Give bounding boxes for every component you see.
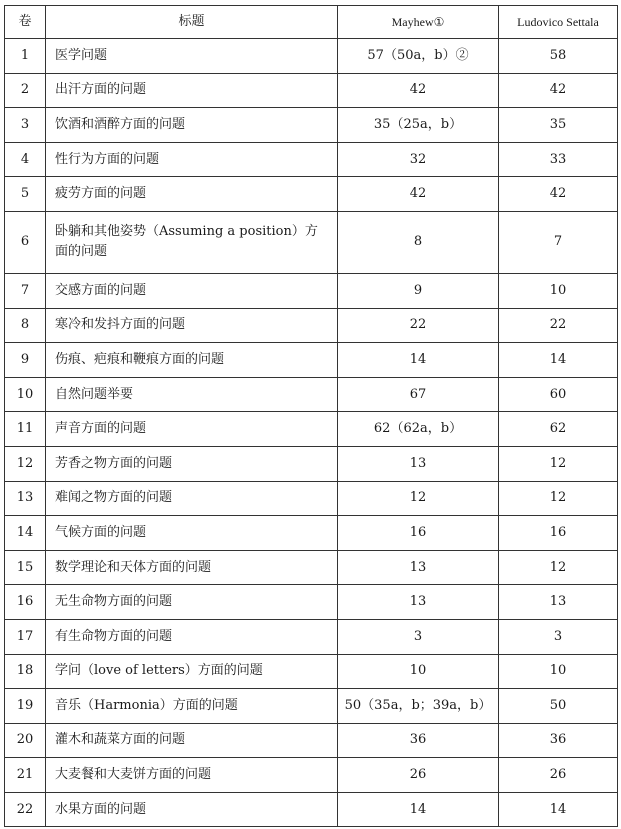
cell-volume: 14 xyxy=(5,516,46,551)
cell-title: 音乐（Harmonia）方面的问题 xyxy=(46,689,338,724)
cell-title: 难闻之物方面的问题 xyxy=(46,481,338,516)
cell-volume: 21 xyxy=(5,758,46,793)
table-row xyxy=(5,619,618,654)
table-row xyxy=(5,39,618,74)
cell-settala: 3 xyxy=(499,619,618,654)
cell-volume: 18 xyxy=(5,654,46,689)
cell-volume: 4 xyxy=(5,142,46,177)
cell-title: 自然问题举要 xyxy=(46,377,338,412)
cell-title: 无生命物方面的问题 xyxy=(46,585,338,620)
cell-volume: 9 xyxy=(5,343,46,378)
cell-title: 卧躺和其他姿势（Assuming a position）方面的问题 xyxy=(46,211,338,273)
table-row xyxy=(5,689,618,724)
table-row xyxy=(5,412,618,447)
table-row xyxy=(5,758,618,793)
cell-settala: 22 xyxy=(499,308,618,343)
cell-mayhew: 26 xyxy=(338,758,499,793)
cell-mayhew: 13 xyxy=(338,585,499,620)
cell-settala: 60 xyxy=(499,377,618,412)
cell-volume: 12 xyxy=(5,446,46,481)
table-row xyxy=(5,211,618,273)
cell-title: 有生命物方面的问题 xyxy=(46,619,338,654)
cell-volume: 20 xyxy=(5,723,46,758)
table-row xyxy=(5,723,618,758)
cell-title: 学问（love of letters）方面的问题 xyxy=(46,654,338,689)
cell-settala: 42 xyxy=(499,177,618,212)
cell-settala: 10 xyxy=(499,654,618,689)
cell-mayhew: 50（35a，b；39a，b） xyxy=(338,689,499,724)
cell-settala: 50 xyxy=(499,689,618,724)
cell-volume: 16 xyxy=(5,585,46,620)
cell-settala: 12 xyxy=(499,481,618,516)
cell-volume: 17 xyxy=(5,619,46,654)
cell-title: 大麦餐和大麦饼方面的问题 xyxy=(46,758,338,793)
cell-volume: 7 xyxy=(5,273,46,308)
cell-settala: 62 xyxy=(499,412,618,447)
table-row xyxy=(5,654,618,689)
cell-settala: 26 xyxy=(499,758,618,793)
cell-title: 医学问题 xyxy=(46,39,338,74)
cell-settala: 12 xyxy=(499,550,618,585)
table-row xyxy=(5,177,618,212)
cell-mayhew: 35（25a，b） xyxy=(338,108,499,143)
cell-volume: 22 xyxy=(5,792,46,827)
cell-title: 数学理论和天体方面的问题 xyxy=(46,550,338,585)
cell-mayhew: 13 xyxy=(338,446,499,481)
cell-settala: 35 xyxy=(499,108,618,143)
cell-volume: 3 xyxy=(5,108,46,143)
cell-mayhew: 13 xyxy=(338,550,499,585)
cell-settala: 33 xyxy=(499,142,618,177)
cell-title: 出汗方面的问题 xyxy=(46,73,338,108)
cell-title: 水果方面的问题 xyxy=(46,792,338,827)
cell-mayhew: 14 xyxy=(338,343,499,378)
cell-mayhew: 8 xyxy=(338,211,499,273)
header-settala: Ludovico Settala xyxy=(499,6,618,39)
cell-mayhew: 67 xyxy=(338,377,499,412)
cell-title: 芳香之物方面的问题 xyxy=(46,446,338,481)
table-row xyxy=(5,792,618,827)
cell-settala: 16 xyxy=(499,516,618,551)
cell-volume: 11 xyxy=(5,412,46,447)
cell-title: 饮酒和酒醉方面的问题 xyxy=(46,108,338,143)
cell-mayhew: 12 xyxy=(338,481,499,516)
cell-settala: 7 xyxy=(499,211,618,273)
cell-settala: 10 xyxy=(499,273,618,308)
table-row xyxy=(5,308,618,343)
cell-settala: 36 xyxy=(499,723,618,758)
cell-title: 伤痕、疤痕和鞭痕方面的问题 xyxy=(46,343,338,378)
cell-title: 疲劳方面的问题 xyxy=(46,177,338,212)
table-row xyxy=(5,142,618,177)
cell-title: 声音方面的问题 xyxy=(46,412,338,447)
cell-settala: 42 xyxy=(499,73,618,108)
cell-settala: 13 xyxy=(499,585,618,620)
cell-volume: 19 xyxy=(5,689,46,724)
table-body xyxy=(5,39,618,827)
table-row xyxy=(5,585,618,620)
cell-settala: 58 xyxy=(499,39,618,74)
table-row xyxy=(5,343,618,378)
table-row xyxy=(5,446,618,481)
cell-volume: 2 xyxy=(5,73,46,108)
cell-mayhew: 62（62a，b） xyxy=(338,412,499,447)
cell-mayhew: 9 xyxy=(338,273,499,308)
cell-mayhew: 42 xyxy=(338,73,499,108)
cell-title: 寒冷和发抖方面的问题 xyxy=(46,308,338,343)
cell-title: 灌木和蔬菜方面的问题 xyxy=(46,723,338,758)
table-row xyxy=(5,73,618,108)
table-row xyxy=(5,273,618,308)
problems-table xyxy=(4,5,618,827)
cell-volume: 10 xyxy=(5,377,46,412)
cell-volume: 15 xyxy=(5,550,46,585)
cell-mayhew: 16 xyxy=(338,516,499,551)
table-row xyxy=(5,377,618,412)
header-title: 标题 xyxy=(46,6,338,39)
cell-mayhew: 10 xyxy=(338,654,499,689)
table-row xyxy=(5,481,618,516)
cell-volume: 13 xyxy=(5,481,46,516)
cell-settala: 14 xyxy=(499,343,618,378)
cell-settala: 12 xyxy=(499,446,618,481)
cell-volume: 1 xyxy=(5,39,46,74)
cell-mayhew: 22 xyxy=(338,308,499,343)
table-row xyxy=(5,516,618,551)
table-header-row xyxy=(5,6,618,39)
header-mayhew: Mayhew① xyxy=(338,6,499,39)
cell-mayhew: 36 xyxy=(338,723,499,758)
cell-mayhew: 32 xyxy=(338,142,499,177)
table-row xyxy=(5,550,618,585)
cell-title: 气候方面的问题 xyxy=(46,516,338,551)
table-row xyxy=(5,108,618,143)
cell-title: 性行为方面的问题 xyxy=(46,142,338,177)
cell-mayhew: 14 xyxy=(338,792,499,827)
cell-mayhew: 3 xyxy=(338,619,499,654)
cell-mayhew: 42 xyxy=(338,177,499,212)
cell-volume: 5 xyxy=(5,177,46,212)
cell-volume: 6 xyxy=(5,211,46,273)
cell-title: 交感方面的问题 xyxy=(46,273,338,308)
cell-settala: 14 xyxy=(499,792,618,827)
header-volume: 卷 xyxy=(5,6,46,39)
cell-mayhew: 57（50a，b）② xyxy=(338,39,499,74)
cell-volume: 8 xyxy=(5,308,46,343)
